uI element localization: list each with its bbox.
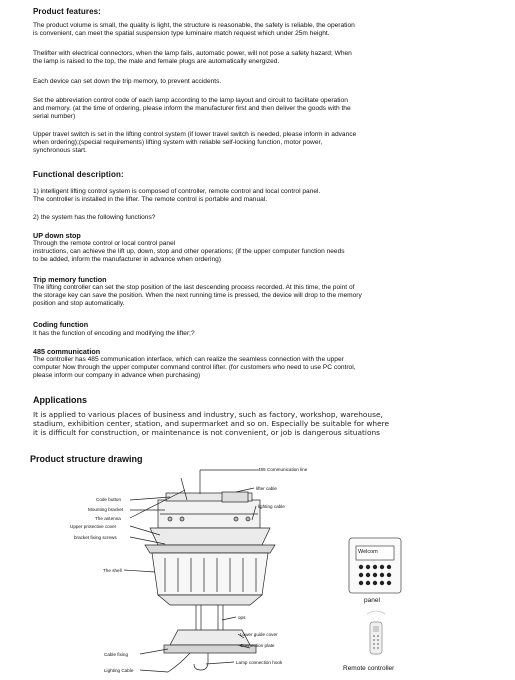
panel-screen-text: Welcom [358, 549, 378, 555]
function-body-485: The controller has 485 communication interface, which can realize the seamless connection with the upper computer Now through the upper computer command control lifter. (for customers who need to use PC control, please inform our company in advance when purchasing) [33, 356, 356, 379]
features-paragraph-3: Each device can set down the trip memory, to prevent accidents. [33, 78, 222, 85]
label-lower-guide-cover: Lower guide cover [240, 632, 278, 637]
remote-caption: Remote controller [343, 665, 395, 672]
label-connection-plate: Connection plate [240, 643, 275, 648]
function-title-updown: UP down stop [33, 231, 81, 240]
label-lifter-cable: lifter cable [256, 486, 277, 491]
function-body-trip-memory: The lifting controller can set the stop position of the last descending process recorded. At this time, the point of the storage key can save the position. When the next running time is pressed, the device will drop to the memory position and stop automatically. [33, 284, 362, 307]
features-title: Product features: [33, 7, 101, 16]
control-panel-illustration [349, 538, 401, 593]
functional-paragraph-2: 2) the system has the following functions? [33, 214, 156, 221]
label-cable-fixing: Cable fixing [104, 652, 129, 657]
functional-title: Functional description: [33, 170, 124, 179]
function-title-coding: Coding function [33, 320, 89, 329]
features-paragraph-2: Thelifter with electrical connectors, when the lamp fails, automatic power, will not pose a safety hazard; When the lamp is raised to the top, the male and female plugs are automatically energized. [33, 50, 352, 65]
label-code-button: Code button [96, 497, 122, 502]
panel-caption: panel [364, 597, 380, 604]
label-upper-protective-cover: Upper protective cover [70, 524, 117, 529]
label-lighting-cable-right: lighting cable [258, 504, 285, 509]
label-the-shell: The shell [103, 568, 122, 573]
function-body-coding: It has the function of encoding and modifying the lifter;? [33, 330, 195, 337]
features-paragraph-4: Set the abbreviation control code of each lamp according to the lamp layout and circuit to facilitate operation and memory. (at the time of ordering, please inform the manufacturer first and then deliver the goods with the serial number) [33, 97, 351, 120]
label-ops: ops [238, 615, 246, 620]
label-bracket-fixing-screws: bracket fixing screws [74, 535, 117, 540]
label-lighting-cable-left: Lighting Cable [104, 668, 134, 673]
label-antenna: The antenna [95, 516, 121, 521]
label-485-line: 485 Communication line [258, 467, 308, 472]
functional-paragraph-1: 1) intelligent lifting control system is composed of controller, remote control and local control panel. The controller is installed in the lifter. The remote control is portable and manual. [33, 188, 321, 203]
function-title-485: 485 communication [33, 347, 101, 356]
features-paragraph-1: The product volume is small, the quality is light, the structure is reasonable, the safety is reliable, the operation is convenient, can meet the spatial suspension type luminaire match request which under 25m height. [33, 22, 355, 37]
features-paragraph-5: Upper travel switch is set in the lifting control system (if lower travel switch is needed, please inform in advance when ordering);(special requirements) lifting system with reliable self-locking function, motor power, synchronous start. [33, 131, 357, 154]
structure-title: Product structure drawing [30, 454, 143, 464]
applications-body: It is applied to various places of business and industry, such as factory, workshop, warehouse, stadium, exhibition center, station, and supermarket and so on. Especially be suitable for where it is difficult for construction, or maintenance is not convenient, or job is dangerous situations [33, 410, 390, 437]
applications-title: Applications [33, 395, 88, 405]
function-body-updown: Through the remote control or local control panel instructions, can achieve the lift up, down, stop and other operations; (if the upper computer function needs to be added, inform the manufacturer in advance when ordering) [33, 240, 345, 263]
remote-controller-illustration [367, 611, 385, 654]
function-title-trip-memory: Trip memory function [33, 275, 107, 284]
label-mounting-bracket: Mounting bracket [88, 507, 124, 512]
label-lamp-connection-hook: Lamp connection hook [236, 660, 283, 665]
